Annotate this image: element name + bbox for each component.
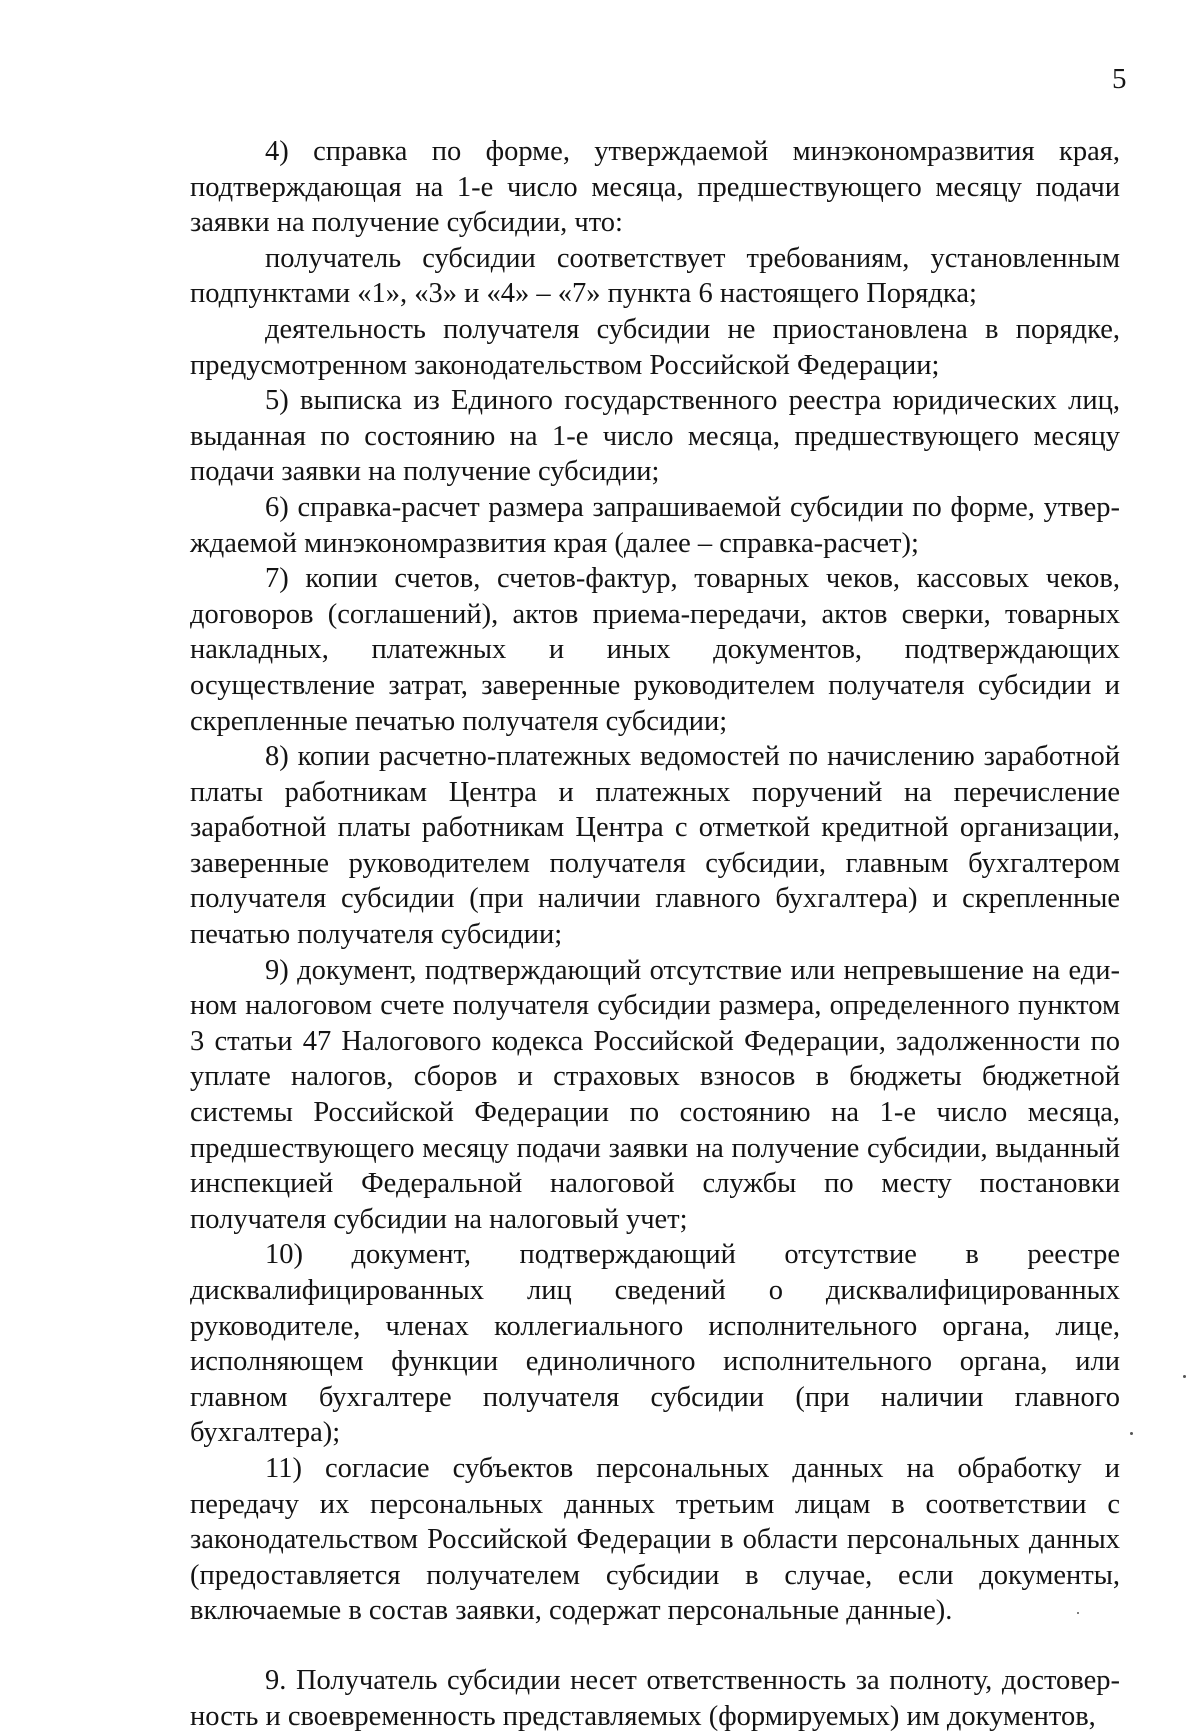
list-item-10: 10) документ, подтверждающий отсутствие в реестре дисквалифицированных лиц сведений о дисквалифицированных руководителе, членах коллегиального исполнительного органа, лице, исполняющем функции единоличного исполнительного органа, или главном бухгалтере получателя субсидии (при наличии главного бухгалтера); <box>190 1239 1120 1449</box>
page-number: 5 <box>1112 63 1127 95</box>
list-item-9: 9) документ, подтверждающий отсутствие или непревышение на едином налоговом счете получателя субсидии размера, определенного пунктом 3 статьи 47 Налогового кодекса Российской Федерации, задолженности по уплате налогов, сборов и страховых взносов в бюджеты бюджетной системы Российской Федерации по состоянию на 1-е число месяца, предшествующего месяцу подачи заявки на получение субсидии, выданный инспекцией Федеральной налоговой службы по месту постановки получателя субсидии на налоговый учет; <box>190 954 1120 1235</box>
scan-speck <box>1183 1375 1186 1378</box>
list-item-7: 7) копии счетов, счетов-фактур, товарных чеков, кассовых чеков, договоров (соглашений), актов приема-передачи, актов сверки, товарных накладных, платежных и иных документов, подтверждающих осуществление затрат, заверенные руководителем получателя субсидии и скрепленные печатью получателя субсидии; <box>190 563 1120 737</box>
list-item-6: 6) справка-расчет размера запрашиваемой субсидии по форме, утверждаемой минэкономразвития края (далее – справка-расчет); <box>190 491 1120 559</box>
scan-speck <box>1077 1612 1079 1614</box>
list-item-4: 4) справка по форме, утверждаемой минэкономразвития края, подтверждающая на 1-е число месяца, предшествующего месяцу подачи заявки на получение субсидии, что: <box>190 136 1120 239</box>
section-9-paragraph: 9. Получатель субсидии несет ответственность за полноту, достоверность и своевременность представляемых (формируемых) им документов, <box>190 1664 1120 1732</box>
list-item-8: 8) копии расчетно-платежных ведомостей по начислению заработной платы работникам Центра и платежных поручений на перечисление заработной платы работникам Центра с отметкой кредитной организации, заверенные руководителем получателя субсидии, главным бухгалтером получателя субсидии (при наличии главного бухгалтера) и скрепленные печатью получателя субсидии; <box>190 741 1120 951</box>
scan-speck <box>1130 1432 1133 1435</box>
list-subitem-requirements: получатель субсидии соответствует требованиям, установленным подпунктами «1», «3» и «4» – «7» пункта 6 настоящего Порядка; <box>190 242 1120 310</box>
list-item-11: 11) согласие субъектов персональных данных на обработку и передачу их персональных данных третьим лицам в соответствии с законодательством Российской Федерации в области персональных данных (предоставляется получателем субсидии в случае, если документы, включаемые в состав заявки, содержат персональные данные). <box>190 1452 1120 1627</box>
list-subitem-activity: деятельность получателя субсидии не приостановлена в порядке, предусмотренном законодательством Российской Федерации; <box>190 313 1120 381</box>
list-item-5: 5) выписка из Единого государственного реестра юридических лиц, выданная по состоянию на 1-е число месяца, предшествующего месяцу подачи заявки на получение субсидии; <box>190 385 1120 488</box>
document-body <box>190 134 1120 1734</box>
